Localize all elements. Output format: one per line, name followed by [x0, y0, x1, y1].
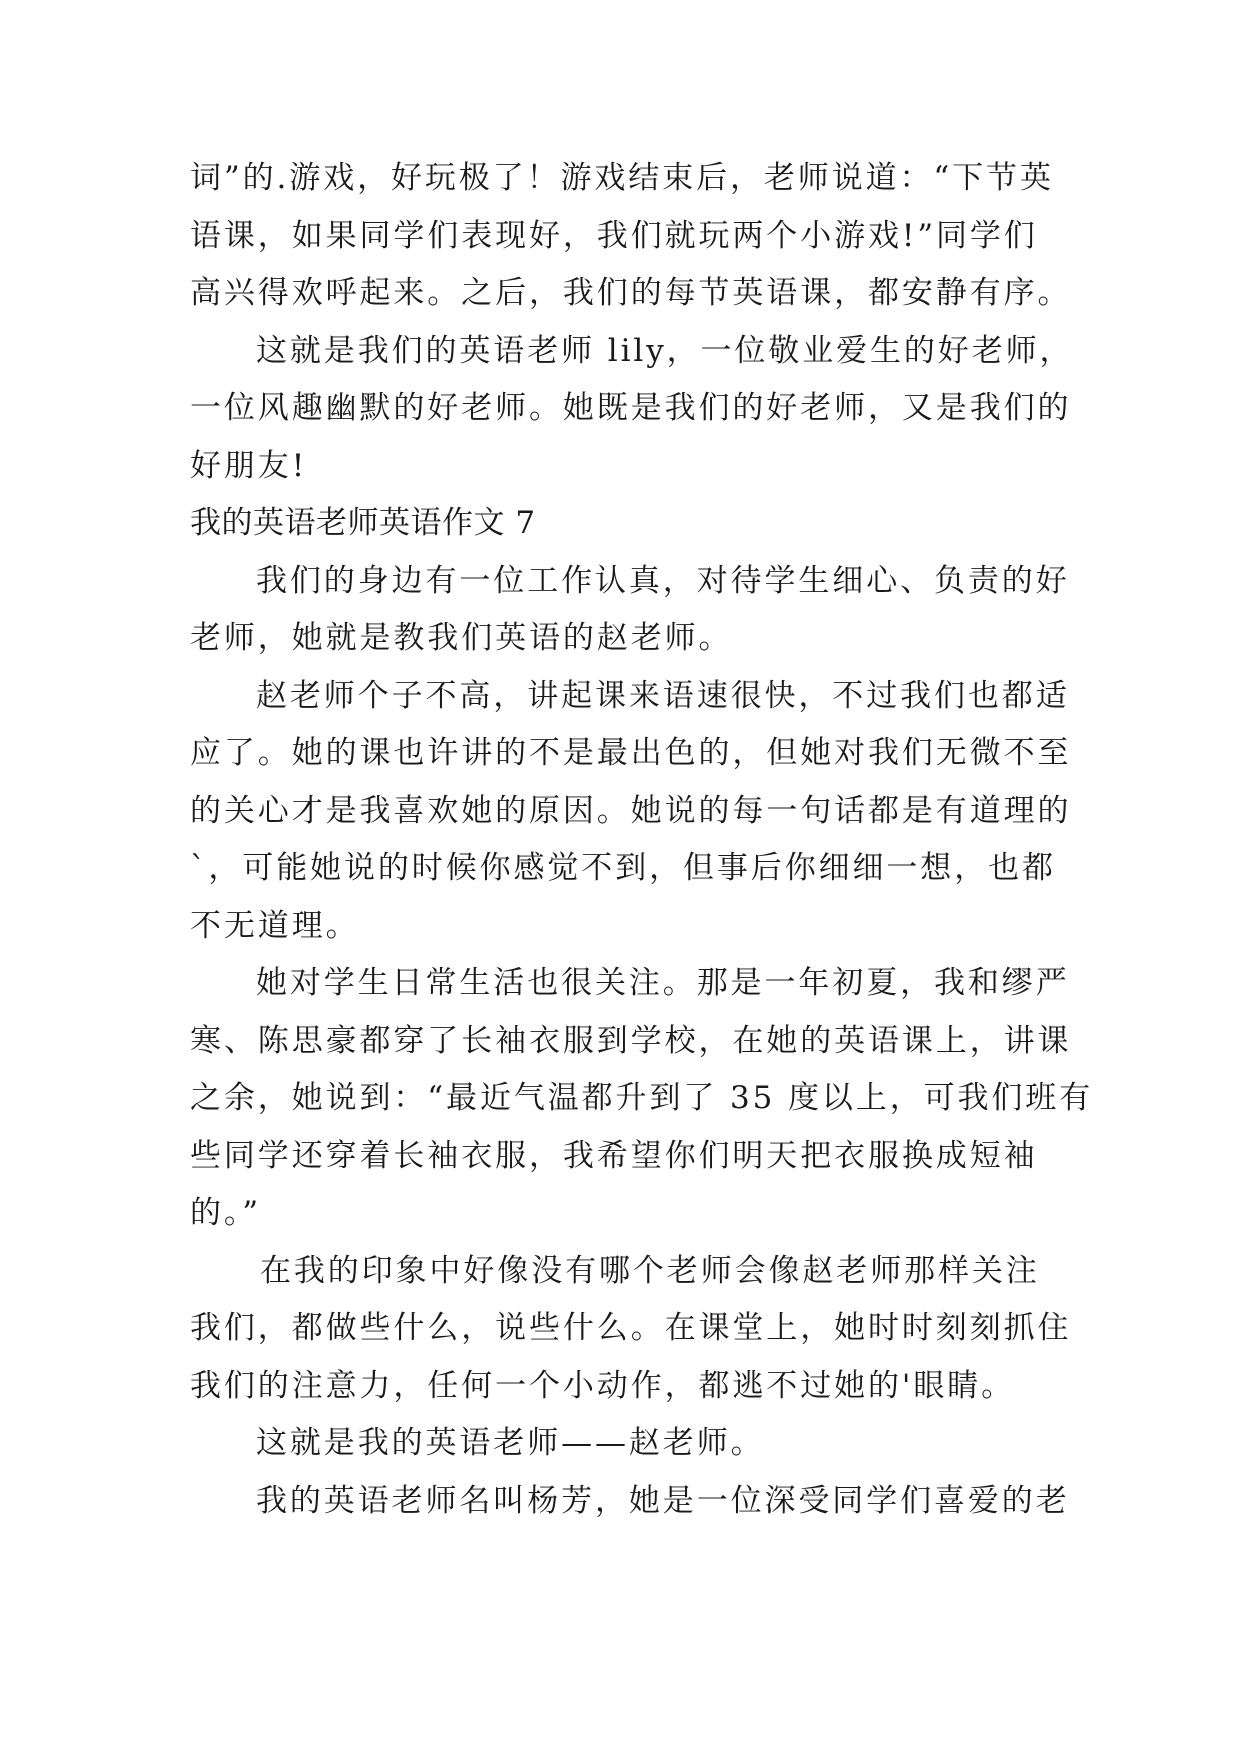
text-line: `，可能她说的时候你感觉不到，但事后你细细一想，也都: [190, 850, 1056, 886]
text-line: 的关心才是我喜欢她的原因。她说的每一句话都是有道理的: [190, 792, 1072, 829]
text-line: 高兴得欢呼起来。之后，我们的每节英语课，都安静有序。: [190, 275, 1072, 311]
paragraph-first-line: 我们的身边有一位工作认真，对待学生细心、负责的好: [256, 562, 1070, 599]
text-line: 词”的.游戏，好玩极了！游戏结束后，老师说道：“下节英: [190, 160, 1054, 196]
text-line: 些同学还穿着长袖衣服，我希望你们明天把衣服换成短袖: [190, 1137, 1038, 1174]
section-heading: 我的英语老师英语作文 7: [190, 505, 536, 541]
paragraph-first-line: 在我的印象中好像没有哪个老师会像赵老师那样关注: [260, 1252, 1040, 1289]
text-line: 语课，如果同学们表现好，我们就玩两个小游戏!”同学们: [190, 217, 1038, 254]
text-line: 老师，她就是教我们英语的赵老师。: [190, 620, 733, 656]
text-line: 一位风趣幽默的好老师。她既是我们的好老师，又是我们的: [190, 390, 1072, 426]
paragraph-first-line: 这就是我们的英语老师 lily，一位敬业爱生的好老师，: [256, 332, 1074, 369]
paragraph-first-line: 这就是我的英语老师——赵老师。: [256, 1425, 765, 1461]
text-line: 应了。她的课也许讲的不是最出色的，但她对我们无微不至: [190, 735, 1072, 771]
text-line: 好朋友!: [190, 447, 308, 484]
document-page: [190, 150, 1094, 1530]
text-line: 不无道理。: [190, 907, 360, 944]
paragraph-first-line: 她对学生日常生活也很关注。那是一年初夏，我和缪严: [256, 965, 1070, 1001]
text-line: 我们，都做些什么，说些什么。在课堂上，她时时刻刻抓住: [190, 1310, 1072, 1346]
paragraph-first-line: 我的英语老师名叫杨芳，她是一位深受同学们喜爱的老: [256, 1482, 1070, 1519]
text-line: 的。”: [190, 1195, 262, 1231]
text-line: 之余，她说到：“最近气温都升到了 35 度以上，可我们班有: [190, 1080, 1094, 1116]
text-line: 我们的注意力，任何一个小动作，都逃不过她的'眼睛。: [190, 1367, 1016, 1404]
paragraph-first-line: 赵老师个子不高，讲起课来语速很快，不过我们也都适: [256, 677, 1070, 714]
text-line: 寒、陈思豪都穿了长袖衣服到学校，在她的英语课上，讲课: [190, 1022, 1072, 1059]
